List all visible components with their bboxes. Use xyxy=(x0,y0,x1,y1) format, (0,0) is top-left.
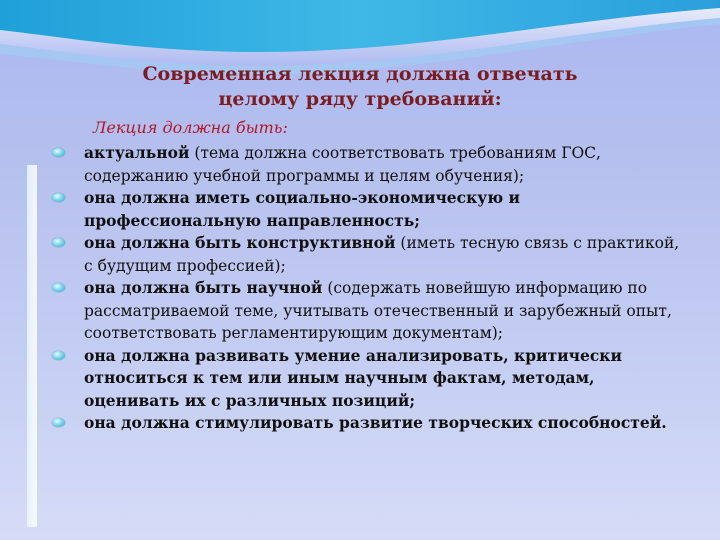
list-item xyxy=(52,232,692,277)
list-item xyxy=(52,412,692,435)
left-accent-bar xyxy=(27,165,37,527)
slide-subtitle: Лекция должна быть: xyxy=(93,118,288,137)
item-bold-text: она должна развивать умение анализировать, критически относиться к тем или иным научным фактам, методам, оценивать их с различных позиций; xyxy=(84,345,622,410)
title-line-1: Современная лекция должна отвечать xyxy=(142,63,578,85)
list-item xyxy=(52,345,692,413)
bullet-icon xyxy=(52,351,65,360)
bullet-icon xyxy=(52,193,65,202)
slide-title xyxy=(100,62,620,112)
item-bold-text: она должна быть конструктивной xyxy=(84,233,396,252)
bullet-icon xyxy=(52,148,65,157)
item-bold-text: она должна стимулировать развитие творческих способностей. xyxy=(84,413,667,432)
requirements-list xyxy=(52,142,692,435)
item-text: (иметь тесную связь с практикой, с будущим профессией); xyxy=(84,234,680,275)
bullet-icon xyxy=(52,238,65,247)
list-item xyxy=(52,277,692,345)
item-bold-text: она должна иметь социально-экономическую и профессиональную направленность; xyxy=(84,188,520,230)
list-item xyxy=(52,187,692,232)
item-bold-text: актуальной xyxy=(84,143,190,162)
item-text: (тема должна соответствовать требованиям ГОС, содержанию учебной программы и целям обучения); xyxy=(84,144,601,185)
list-item xyxy=(52,142,692,187)
bullet-icon xyxy=(52,418,65,427)
item-text: (содержать новейшую информацию по рассматриваемой теме, учитывать отечественный и зарубежный опыт, соответствовать регламентирующим документам); xyxy=(84,279,672,342)
bullet-icon xyxy=(52,283,65,292)
item-bold-text: она должна быть научной xyxy=(84,278,323,297)
title-line-2: целому ряду требований: xyxy=(218,88,502,110)
